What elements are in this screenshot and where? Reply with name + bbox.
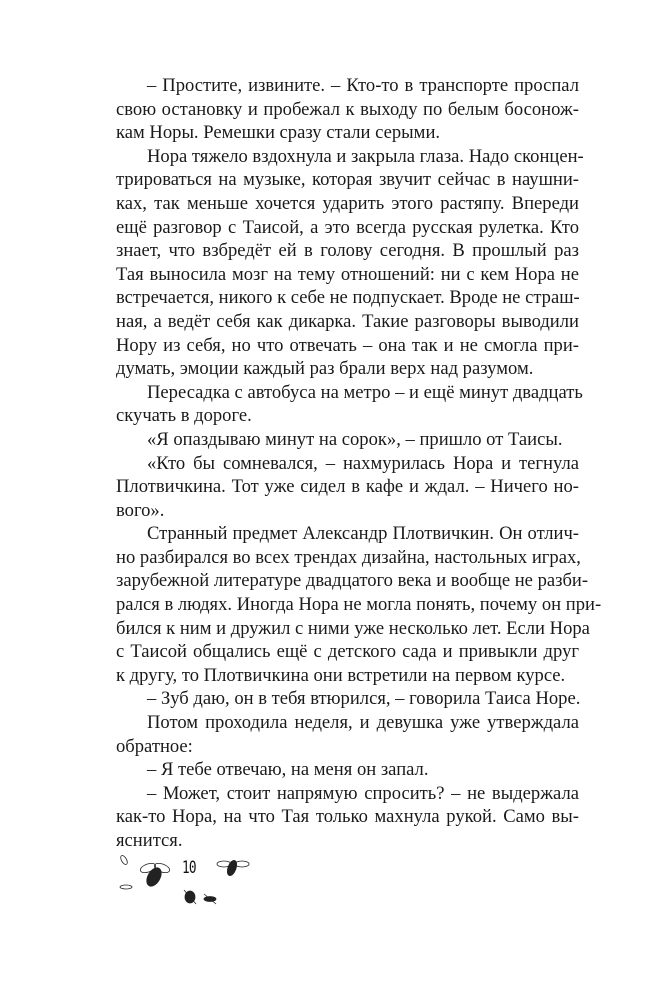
paragraph	[116, 522, 602, 687]
text-line: ках, так меньше хочется ударить этого растяпу. Впереди	[116, 192, 579, 214]
text-line: трироваться на музыке, которая звучит сейчас в наушни-	[116, 169, 579, 191]
paragraph	[116, 74, 579, 145]
text-line: к другу, то Плотвичкина они встретили на первом курсе.	[116, 664, 566, 686]
text-line: – Простите, извините. – Кто-то в транспорте проспал	[147, 75, 579, 96]
paragraph	[116, 758, 579, 782]
paragraph	[116, 145, 584, 381]
text-line: как-то Нора, на что Тая только махнула рукой. Само вы-	[116, 806, 579, 828]
text-line: «Я опаздываю минут на сорок», – пришло от Таисы.	[147, 428, 563, 450]
text-line: знает, что взбредёт ей в голову сегодня. В прошлый раз	[116, 240, 579, 262]
paragraph	[116, 381, 583, 428]
text-line: Нору из себя, но что отвечать – она так и не смогла при-	[116, 334, 579, 356]
text-line: обратное:	[116, 735, 193, 757]
text-line: ная, а ведёт себя как дикарка. Такие разговоры выводили	[116, 310, 579, 332]
text-line: свою остановку и пробежал к выходу по белым босонож-	[116, 98, 579, 120]
page-number: 10	[182, 858, 196, 878]
page-footer	[112, 850, 252, 920]
text-line: думать, эмоции каждый раз брали верх над разумом.	[116, 358, 534, 380]
paragraph	[116, 782, 579, 853]
text-line: Пересадка с автобуса на метро – и ещё минут двадцать	[147, 381, 583, 403]
text-line: зарубежной литературе двадцатого века и вообще не разби-	[116, 570, 589, 592]
text-line: – Зуб даю, он в тебя втюрился, – говорила Таиса Норе.	[147, 688, 581, 710]
paragraph	[116, 452, 579, 523]
text-line: бился к ним и дружил с ними уже несколько лет. Если Нора	[116, 617, 590, 639]
text-line: скучать в дороге.	[116, 405, 252, 427]
book-page-text	[116, 74, 602, 853]
text-line: с Таисой общались ещё с детского сада и привыкли друг	[116, 641, 579, 663]
text-line: – Я тебе отвечаю, на меня он запал.	[147, 759, 429, 781]
text-line: Потом проходила неделя, и девушка уже утверждала	[147, 712, 579, 734]
paragraph	[116, 428, 579, 452]
text-line: – Может, стоит напрямую спросить? – не выдержала	[147, 782, 579, 804]
text-line: ещё разговор с Таисой, а это всегда русская рулетка. Кто	[116, 216, 579, 238]
text-line: рался в людях. Иногда Нора не могла понять, почему он при-	[116, 594, 602, 616]
text-line: встречается, никого к себе не подпускает. Вроде не страш-	[116, 287, 580, 309]
paragraph	[116, 711, 579, 758]
text-line: но разбирался во всех трендах дизайна, настольных играх,	[116, 546, 581, 568]
text-line: вого».	[116, 499, 165, 521]
text-line: яснится.	[116, 830, 183, 851]
text-line: Странный предмет Александр Плотвичкин. Он отлич-	[147, 523, 579, 545]
text-line: Плотвичкина. Тот уже сидел в кафе и ждал. – Ничего но-	[116, 476, 579, 498]
text-line: Нора тяжело вздохнула и закрыла глаза. Надо сконцен-	[147, 145, 584, 167]
text-line: кам Норы. Ремешки сразу стали серыми.	[116, 122, 441, 144]
text-line: «Кто бы сомневался, – нахмурилась Нора и тегнула	[147, 452, 579, 474]
text-line: Тая выносила мозг на тему отношений: ни с кем Нора не	[116, 263, 579, 285]
paragraph	[116, 687, 579, 711]
